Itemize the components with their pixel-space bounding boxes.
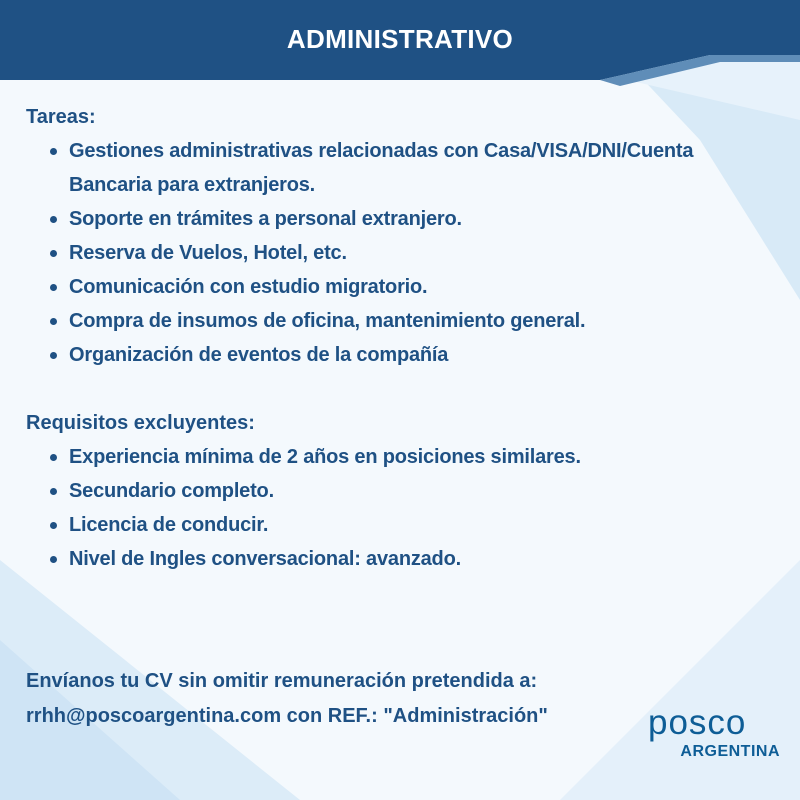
list-item: Licencia de conducir. bbox=[26, 508, 776, 542]
apply-instructions bbox=[26, 664, 626, 734]
requirements-heading: Requisitos excluyentes: bbox=[26, 412, 255, 434]
job-description bbox=[26, 100, 776, 576]
page-title: ADMINISTRATIVO bbox=[286, 24, 514, 54]
tasks-list bbox=[26, 134, 776, 372]
list-item: Comunicación con estudio migratorio. bbox=[26, 270, 776, 304]
apply-email-line: rrhh@poscoargentina.com con REF.: "Administración" bbox=[26, 705, 548, 727]
list-item: Gestiones administrativas relacionadas con Casa/VISA/DNI/Cuenta Bancaria para extranjeros. bbox=[26, 134, 776, 202]
list-item: Reserva de Vuelos, Hotel, etc. bbox=[26, 236, 776, 270]
apply-line: Envíanos tu CV sin omitir remuneración pretendida a: bbox=[26, 670, 538, 692]
tasks-heading: Tareas: bbox=[26, 106, 96, 128]
list-item: Nivel de Ingles conversacional: avanzado. bbox=[26, 542, 776, 576]
logo-wordmark: posco bbox=[648, 703, 747, 742]
list-item: Compra de insumos de oficina, mantenimiento general. bbox=[26, 304, 776, 338]
logo-subtitle: ARGENTINA bbox=[680, 743, 780, 760]
requirements-list bbox=[26, 440, 776, 576]
list-item: Organización de eventos de la compañía bbox=[26, 338, 776, 372]
posco-logo bbox=[648, 704, 782, 764]
list-item: Soporte en trámites a personal extranjero. bbox=[26, 202, 776, 236]
list-item: Experiencia mínima de 2 años en posiciones similares. bbox=[26, 440, 776, 474]
list-item: Secundario completo. bbox=[26, 474, 776, 508]
